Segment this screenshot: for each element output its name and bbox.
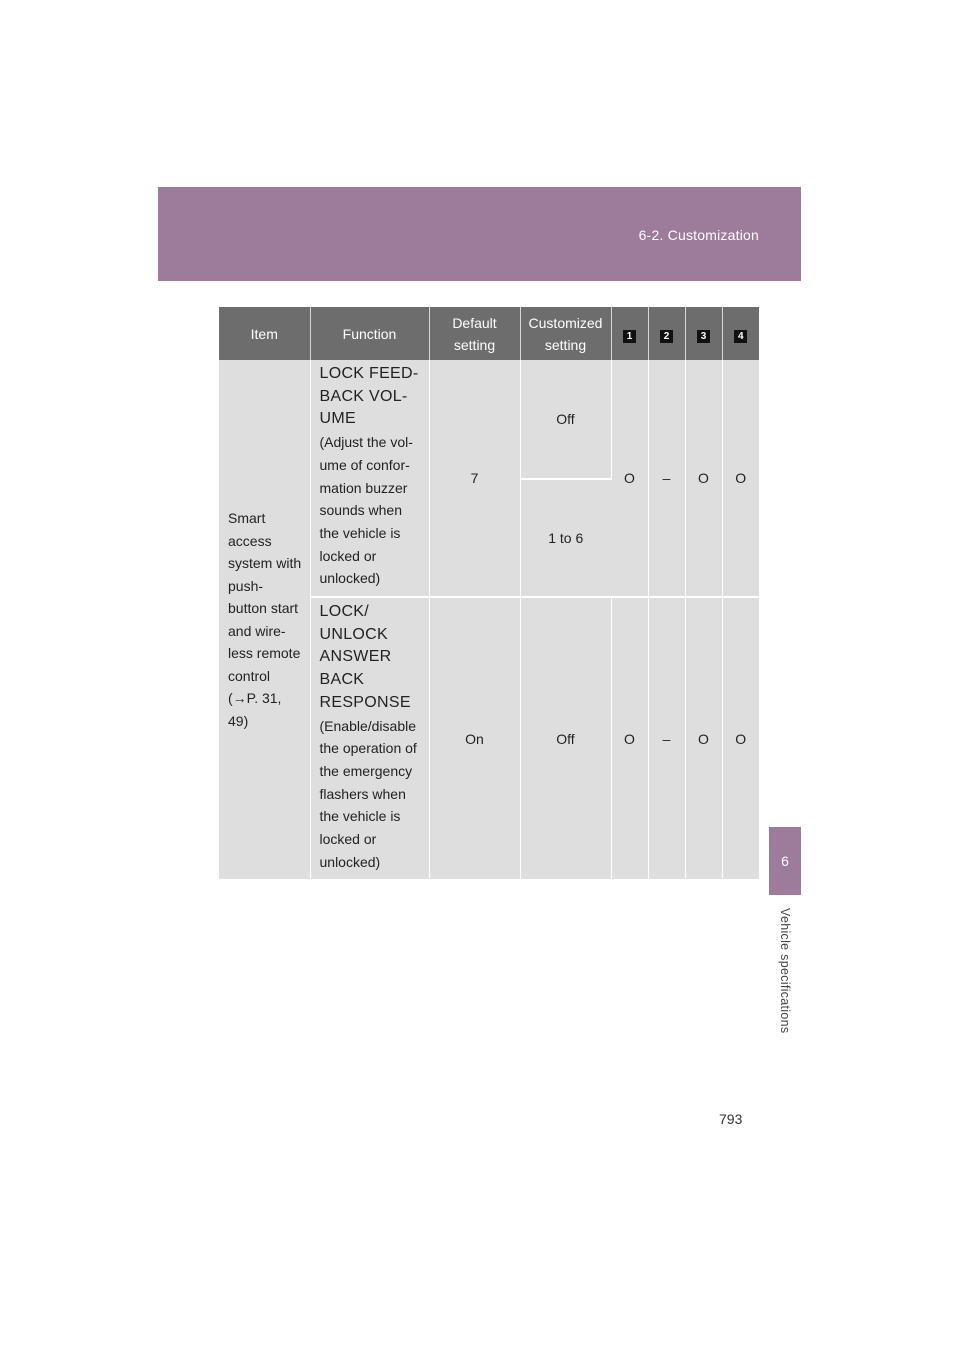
col-1-cell: O — [611, 597, 648, 880]
header-col-2 — [648, 307, 685, 360]
customized-setting-cell: Off — [520, 360, 611, 479]
page-number: 793 — [719, 1111, 743, 1127]
customized-setting-cell: 1 to 6 — [520, 479, 611, 598]
number-2-icon: 2 — [660, 330, 673, 343]
header-function: Function — [310, 307, 429, 360]
header-customized-setting: Customized setting — [520, 307, 611, 360]
function-title: LOCK FEED- BACK VOL- UME — [319, 365, 419, 428]
col-1-cell: O — [611, 360, 648, 597]
default-setting-cell: On — [429, 597, 520, 880]
default-setting-cell: 7 — [429, 360, 520, 597]
header-band — [158, 187, 801, 281]
chapter-label: Vehicle specifications — [778, 908, 792, 1034]
header-col-1 — [611, 307, 648, 360]
col-4-cell: O — [722, 597, 759, 880]
customization-table — [219, 307, 759, 881]
col-3-cell: O — [685, 597, 722, 880]
header-col-4 — [722, 307, 759, 360]
table-row — [219, 360, 759, 479]
header-item: Item — [219, 307, 310, 360]
table-header-row — [219, 307, 759, 360]
col-2-cell: – — [648, 597, 685, 880]
function-description: (Enable/disable the operation of the emergency flashers when the vehicle is locked or unlocked) — [319, 717, 417, 870]
customized-setting-cell: Off — [520, 597, 611, 880]
header-default-setting: Default setting — [429, 307, 520, 360]
item-cell — [219, 360, 310, 880]
chapter-tab[interactable] — [769, 827, 801, 895]
item-text: Smart access system with push- button start and wire- less remote control (→P. 31, 49) — [228, 510, 302, 729]
section-title: 6-2. Customization — [638, 227, 759, 243]
col-2-cell: – — [648, 360, 685, 597]
chapter-number: 6 — [781, 853, 789, 869]
number-4-icon: 4 — [734, 330, 747, 343]
function-title: LOCK/ UNLOCK ANSWER BACK RESPONSE — [319, 603, 411, 711]
function-description: (Adjust the vol- ume of confor- mation buzzer sounds when the vehicle is locked or unlocked) — [319, 434, 413, 587]
col-4-cell: O — [722, 360, 759, 597]
number-1-icon: 1 — [623, 330, 636, 343]
function-cell — [310, 360, 429, 597]
header-col-3 — [685, 307, 722, 360]
number-3-icon: 3 — [697, 330, 710, 343]
col-3-cell: O — [685, 360, 722, 597]
function-cell — [310, 597, 429, 880]
